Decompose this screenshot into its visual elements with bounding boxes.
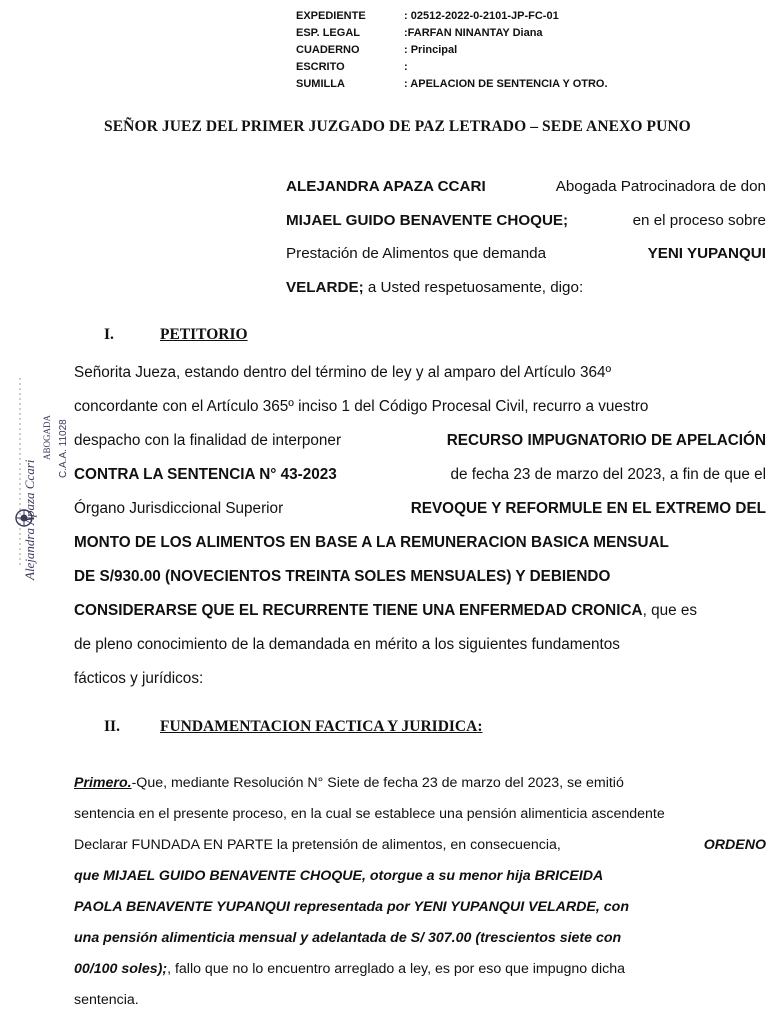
paragraph-line <box>74 799 766 830</box>
section-title: FUNDAMENTACION FACTICA Y JURIDICA: <box>160 718 483 735</box>
stamp-graphic <box>6 368 70 588</box>
meta-key: ESCRITO <box>296 61 345 73</box>
case-metadata <box>296 8 608 93</box>
meta-row-esp-legal <box>296 25 608 42</box>
paragraph-emphasis: que MIJAEL GUIDO BENAVENTE CHOQUE, otorgue a su menor hija BRICEIDA <box>74 868 604 884</box>
intro-text: Abogada Patrocinadora de don <box>555 178 766 195</box>
addressee-line: SEÑOR JUEZ DEL PRIMER JUZGADO DE PAZ LETRADO – SEDE ANEXO PUNO <box>104 118 691 135</box>
paragraph-text: de pleno conocimiento de la demandada en mérito a los siguientes fundamentos <box>74 636 620 653</box>
paragraph-line <box>74 662 766 696</box>
paragraph-line <box>74 356 766 390</box>
section-title: PETITORIO <box>160 326 248 343</box>
meta-row-expediente <box>296 8 608 25</box>
paragraph-emphasis: 00/100 soles); <box>74 961 168 977</box>
paragraph-text: fácticos y jurídicos: <box>74 670 204 687</box>
primero-paragraph <box>74 768 766 1016</box>
paragraph-emphasis: DE S/930.00 (NOVECIENTOS TREINTA SOLES MENSUALES) Y DEBIENDO <box>74 568 611 585</box>
paragraph-emphasis: ORDENO <box>703 837 766 853</box>
lawyer-name: ALEJANDRA APAZA CCARI <box>286 178 486 195</box>
paragraph-text: sentencia. <box>74 992 139 1008</box>
paragraph-line <box>74 985 766 1016</box>
paragraph-line <box>74 954 766 985</box>
lawyer-stamp <box>6 368 70 588</box>
paragraph-line <box>74 628 766 662</box>
paragraph-line <box>74 526 766 560</box>
section-heading-fundamentacion <box>104 718 624 738</box>
meta-value: : Principal <box>404 44 458 56</box>
meta-value: : <box>404 61 408 73</box>
stamp-title: ABOGADA <box>42 415 52 460</box>
section-number: I. <box>104 326 114 343</box>
paragraph-emphasis: una pensión alimenticia mensual y adelantada de S/ 307.00 (trescientos siete con <box>74 930 622 946</box>
meta-value: : 02512-2022-0-2101-JP-FC-01 <box>404 10 559 22</box>
section-heading-petitorio <box>104 326 404 346</box>
paragraph-emphasis: MONTO DE LOS ALIMENTOS EN BASE A LA REMUNERACION BASICA MENSUAL <box>74 534 669 551</box>
plaintiff-surname: VELARDE; <box>286 278 364 296</box>
stamp-signature: Alejandra Apaza Ccari <box>22 459 37 580</box>
paragraph-text: sentencia en el presente proceso, en la cual se establece una pensión alimenticia ascendente <box>74 806 665 822</box>
paragraph-line <box>74 768 766 799</box>
paragraph-line <box>74 892 766 923</box>
paragraph-emphasis: CONSIDERARSE QUE EL RECURRENTE TIENE UNA ENFERMEDAD CRONICA <box>74 602 643 619</box>
paragraph-emphasis: PAOLA BENAVENTE YUPANQUI representada por YENI YUPANQUI VELARDE, con <box>74 899 629 915</box>
intro-paragraph <box>286 170 766 304</box>
paragraph-line <box>74 861 766 892</box>
stamp-registration: C.A.A. 11028 <box>58 419 69 478</box>
intro-text: en el proceso sobre <box>632 211 766 229</box>
paragraph-text: , que es <box>642 602 698 619</box>
paragraph-text: Señorita Jueza, estando dentro del término de ley y al amparo del Artículo 364º <box>74 364 612 381</box>
paragraph-text: concordante con el Artículo 365º inciso 1 del Código Procesal Civil, recurro a vuestro <box>74 398 649 415</box>
paragraph-line <box>74 424 766 458</box>
intro-text: Prestación de Alimentos que demanda <box>286 245 547 262</box>
paragraph-emphasis: CONTRA LA SENTENCIA N° 43-2023 <box>74 466 337 483</box>
paragraph-text: despacho con la finalidad de interponer <box>74 432 342 449</box>
meta-row-sumilla <box>296 76 608 93</box>
meta-key: SUMILLA <box>296 78 345 90</box>
paragraph-text: Declarar FUNDADA EN PARTE la pretensión de alimentos, en consecuencia, <box>74 837 561 853</box>
meta-key: ESP. LEGAL <box>296 27 360 39</box>
paragraph-line <box>74 594 766 628</box>
paragraph-line <box>74 390 766 424</box>
paragraph-line <box>74 923 766 954</box>
meta-key: CUADERNO <box>296 44 360 56</box>
paragraph-text: Órgano Jurisdiccional Superior <box>74 500 284 517</box>
plaintiff-name: YENI YUPANQUI <box>647 245 766 262</box>
intro-text: a Usted respetuosamente, digo: <box>367 278 584 296</box>
paragraph-line <box>74 458 766 492</box>
meta-key: EXPEDIENTE <box>296 10 366 22</box>
paragraph-label: Primero. <box>74 775 132 791</box>
paragraph-emphasis: RECURSO IMPUGNATORIO DE APELACIÓN <box>446 432 766 449</box>
intro-line <box>286 204 766 238</box>
paragraph-line <box>74 492 766 526</box>
intro-line <box>286 271 766 305</box>
meta-value: : APELACION DE SENTENCIA Y OTRO. <box>404 78 608 90</box>
client-name: MIJAEL GUIDO BENAVENTE CHOQUE; <box>286 211 569 229</box>
paragraph-emphasis: REVOQUE Y REFORMULE EN EL EXTREMO DEL <box>410 500 766 517</box>
intro-line <box>286 237 766 271</box>
meta-row-cuaderno <box>296 42 608 59</box>
intro-line <box>286 170 766 204</box>
paragraph-line <box>74 560 766 594</box>
paragraph-text: , fallo que no lo encuentro arreglado a ley, es por eso que impugno dicha <box>167 961 626 977</box>
section-number: II. <box>104 718 120 735</box>
petitorio-paragraph <box>74 356 766 696</box>
meta-value: :FARFAN NINANTAY Diana <box>404 27 543 39</box>
paragraph-text: de fecha 23 de marzo del 2023, a fin de que el <box>450 466 766 483</box>
paragraph-text: -Que, mediante Resolución N° Siete de fecha 23 de marzo del 2023, se emitió <box>131 775 624 791</box>
meta-row-escrito <box>296 59 608 76</box>
paragraph-line <box>74 830 766 861</box>
